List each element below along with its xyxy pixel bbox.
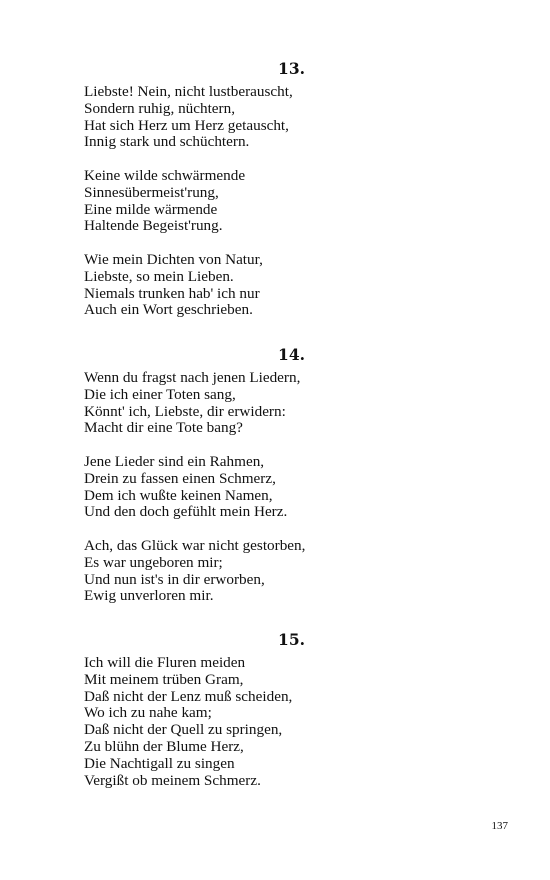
poem-13-stanza-1 <box>84 84 293 151</box>
verse-line: Liebste, so mein Lieben. <box>84 267 234 285</box>
verse-line: Jene Lieder sind ein Rahmen, <box>84 453 265 470</box>
poem-13-stanza-3 <box>84 252 263 319</box>
verse-line: Und nun ist's in dir erworben, <box>84 570 265 588</box>
verse-line: Es war ungeboren mir; <box>84 553 223 571</box>
poem-number-14: 14. <box>278 345 305 364</box>
verse-line: Auch ein Wort geschrieben. <box>84 301 253 319</box>
verse-line: Sondern ruhig, nüchtern, <box>84 99 235 117</box>
verse-line: Wie mein Dichten von Natur, <box>84 251 263 268</box>
verse-line: Wenn du fragst nach jenen Liedern, <box>84 369 301 386</box>
verse-line: Sinnesübermeist'rung, <box>84 183 219 201</box>
verse-line: Eine milde wärmende <box>84 200 218 218</box>
poem-14-stanza-3 <box>84 538 305 605</box>
poem-15-stanza-1 <box>84 655 292 789</box>
page-number: 137 <box>491 820 508 832</box>
verse-line: Haltende Begeist'rung. <box>84 217 223 235</box>
verse-line: Und den doch gefühlt mein Herz. <box>84 503 288 521</box>
verse-line: Zu blühn der Blume Herz, <box>84 737 244 755</box>
verse-line: Innig stark und schüchtern. <box>84 133 250 151</box>
verse-line: Die Nachtigall zu singen <box>84 754 235 772</box>
verse-line: Dem ich wußte keinen Namen, <box>84 486 273 504</box>
verse-line: Macht dir eine Tote bang? <box>84 419 243 437</box>
verse-line: Ewig unverloren mir. <box>84 587 214 605</box>
poem-14-stanza-1 <box>84 370 300 437</box>
verse-line: Wo ich zu nahe kam; <box>84 704 212 722</box>
verse-line: Niemals trunken hab' ich nur <box>84 284 260 302</box>
verse-line: Vergißt ob meinem Schmerz. <box>84 771 261 789</box>
verse-line: Ach, das Glück war nicht gestorben, <box>84 537 306 554</box>
poem-number-13: 13. <box>278 59 305 78</box>
verse-line: Hat sich Herz um Herz getauscht, <box>84 116 289 134</box>
verse-line: Die ich einer Toten sang, <box>84 385 236 403</box>
verse-line: Drein zu fassen einen Schmerz, <box>84 469 276 487</box>
verse-line: Ich will die Fluren meiden <box>84 654 246 671</box>
verse-line: Mit meinem trüben Gram, <box>84 670 244 688</box>
verse-line: Daß nicht der Quell zu springen, <box>84 721 283 739</box>
poem-13-stanza-2 <box>84 168 245 235</box>
verse-line: Liebste! Nein, nicht lustberauscht, <box>84 83 293 100</box>
verse-line: Keine wilde schwärmende <box>84 167 246 184</box>
poem-14-stanza-2 <box>84 454 287 521</box>
poem-number-15: 15. <box>278 630 305 649</box>
verse-line: Daß nicht der Lenz muß scheiden, <box>84 687 293 705</box>
verse-line: Könnt' ich, Liebste, dir erwidern: <box>84 402 286 420</box>
